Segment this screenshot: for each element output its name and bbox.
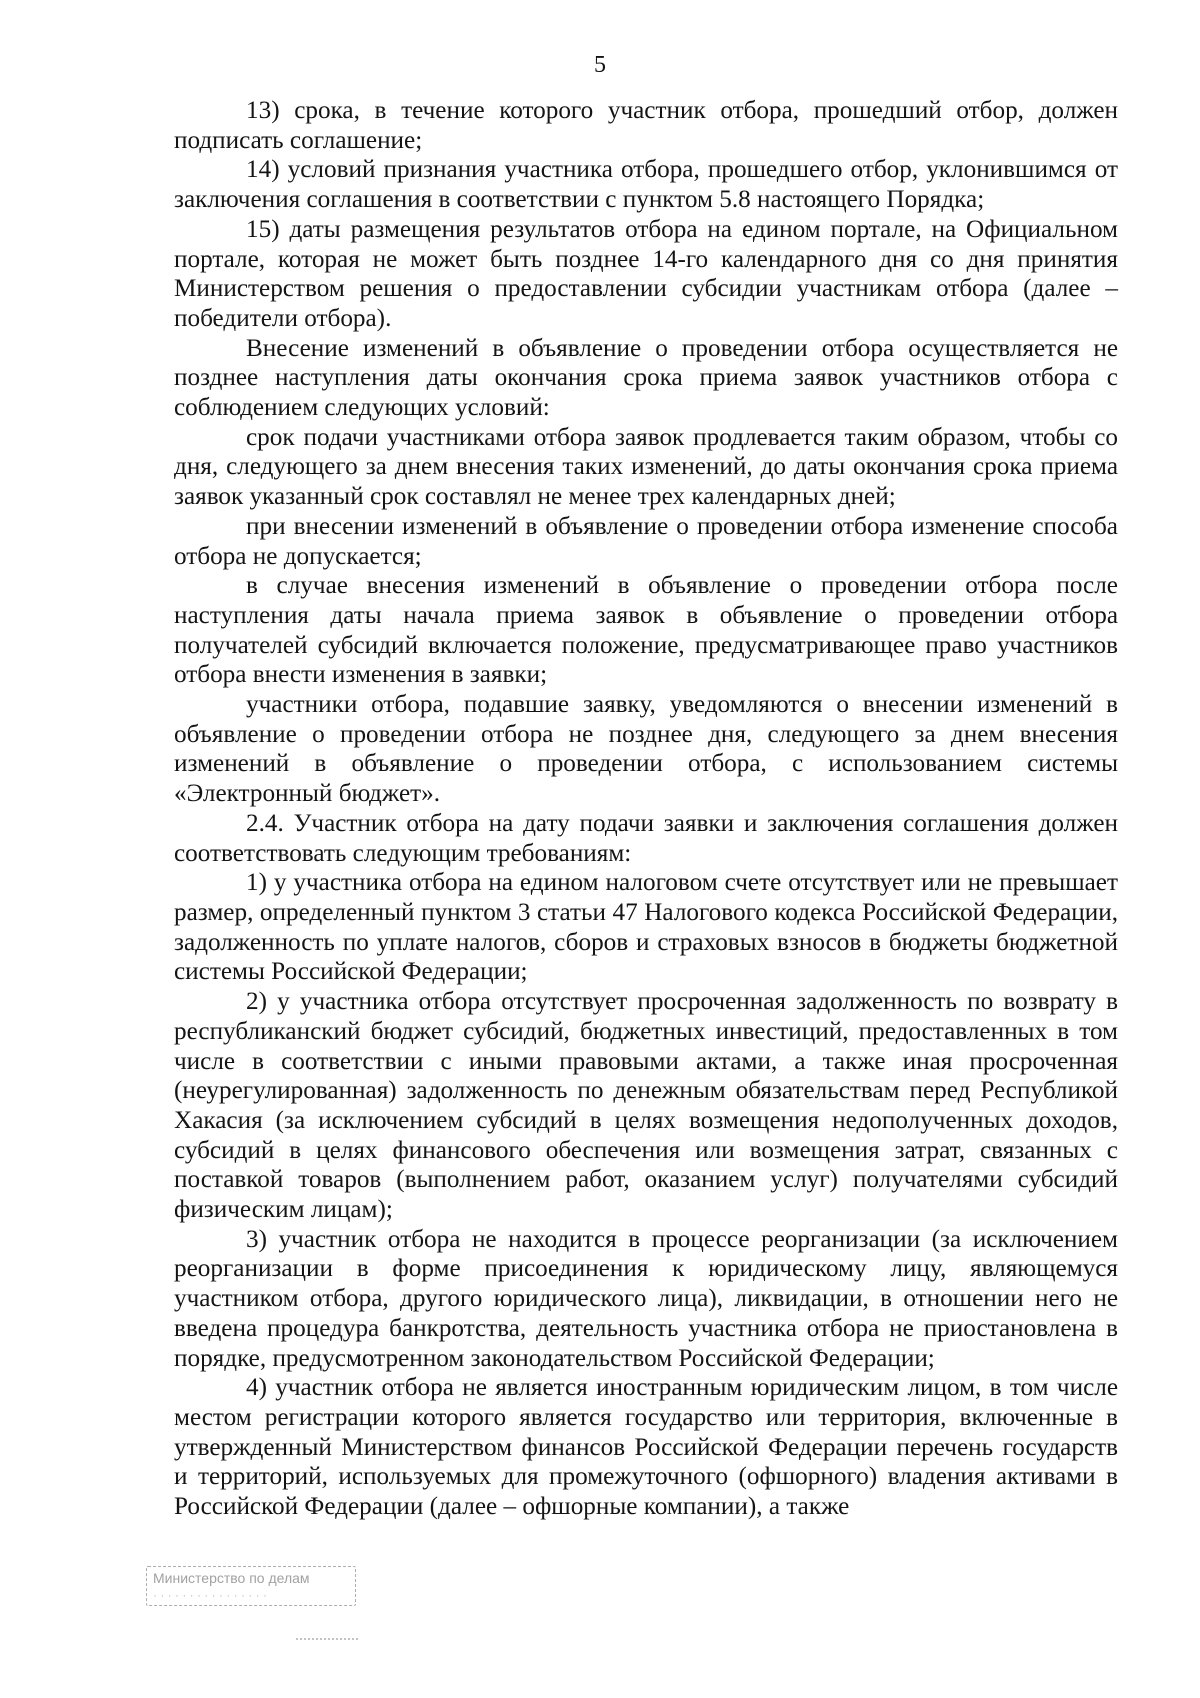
page-number: 5 [594, 52, 606, 78]
stamp-dots [296, 1634, 358, 1640]
paragraph-requirement-2: 2) у участника отбора отсутствует просроченная задолженность по возврату в республиканский бюджет субсидий, бюджетных инвестиций, предоставленных в том числе в соответствии с иными правовыми актами, а также иная просроченная (неурегулированная) задолженность по денежным обязательствам перед Республикой Хакасия (за исключением субсидий в целях возмещения недополученных доходов, субсидий в целях финансового обеспечения или возмещения затрат, связанных с поставкой товаров (выполнением работ, оказанием услуг) получателями субсидий физическим лицам); [174, 988, 1118, 1224]
paragraph-section-2-4: 2.4. Участник отбора на дату подачи заявки и заключения соглашения должен соответствовать следующим требованиям: [174, 809, 1118, 867]
paragraph-requirement-4: 4) участник отбора не является иностранным юридическим лицом, в том числе местом регистрации которого является государство или территория, включенные в утвержденный Министерством финансов Российской Федерации перечень государств и территорий, используемых для промежуточного (офшорного) владения активами в Российской Федерации (далее – офшорные компании), а также [174, 1374, 1118, 1521]
paragraph-deadline-extension: срок подачи участниками отбора заявок продлевается таким образом, чтобы со дня, следующего за днем внесения таких изменений, до даты окончания срока приема заявок указанный срок составлял не менее трех календарных дней; [174, 423, 1118, 511]
paragraph-method-unchanged: при внесении изменений в объявление о проведении отбора изменение способа отбора не допускается; [174, 512, 1118, 570]
paragraph-changes-intro: Внесение изменений в объявление о проведении отбора осуществляется не позднее наступления даты окончания срока приема заявок участников отбора с соблюдением следующих условий: [174, 334, 1118, 422]
paragraph-notification: участники отбора, подавшие заявку, уведомляются о внесении изменений в объявление о проведении отбора не позднее дня, следующего за днем внесения изменений в объявление о проведении отбора, с использованием системы «Электронный бюджет». [174, 691, 1118, 808]
paragraph-item-15: 15) даты размещения результатов отбора на едином портале, на Официальном портале, которая не может быть позднее 14-го календарного дня со дня принятия Министерством решения о предоставлении субсидии участникам отбора (далее – победители отбора). [174, 215, 1118, 332]
paragraph-applicant-right: в случае внесения изменений в объявление о проведении отбора после наступления даты начала приема заявок в объявление о проведении отбора получателей субсидий включается положение, предусматривающее право участников отбора внести изменения в заявки; [174, 572, 1118, 689]
ministry-stamp [146, 1566, 356, 1606]
stamp-line-1: Министерство по делам [153, 1570, 310, 1586]
paragraph-item-14: 14) условий признания участника отбора, прошедшего отбор, уклонившимся от заключения соглашения в соответствии с пунктом 5.8 настоящего Порядка; [174, 156, 1118, 214]
document-body [174, 96, 1118, 1522]
stamp-line-2-illegible: · · · · · · · · · · · · · · · · [153, 1588, 267, 1602]
paragraph-requirement-1: 1) у участника отбора на едином налоговом счете отсутствует или не превышает размер, определенный пунктом 3 статьи 47 Налогового кодекса Российской Федерации, задолженность по уплате налогов, сборов и страховых взносов в бюджеты бюджетной системы Российской Федерации; [174, 869, 1118, 986]
paragraph-item-13: 13) срока, в течение которого участник отбора, прошедший отбор, должен подписать соглашение; [174, 97, 1118, 154]
paragraph-requirement-3: 3) участник отбора не находится в процессе реорганизации (за исключением реорганизации в форме присоединения к юридическому лицу, являющемуся участником отбора, другого юридического лица), ликвидации, в отношении него не введена процедура банкротства, деятельность участника отбора не приостановлена в порядке, предусмотренном законодательством Российской Федерации; [174, 1225, 1118, 1372]
